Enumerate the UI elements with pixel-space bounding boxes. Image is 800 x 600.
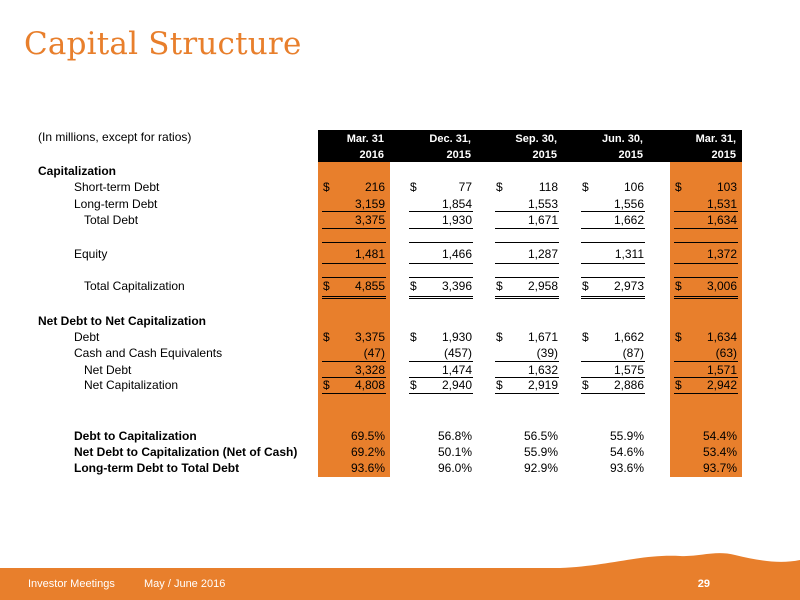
underline-rule — [495, 393, 559, 394]
underline-rule — [495, 296, 559, 297]
table-cell: $ 1,930 — [410, 330, 472, 344]
row-label: Cash and Cash Equivalents — [74, 346, 223, 360]
table-cell: $ 1,634 — [675, 330, 737, 344]
footer-date: May / June 2016 — [144, 578, 226, 590]
double-underline-rule — [322, 298, 386, 299]
table-cell: 96.0% — [437, 461, 472, 475]
row-label: Total Capitalization — [84, 279, 185, 293]
table-cell: 50.1% — [437, 445, 472, 459]
footer-event: Investor Meetings — [28, 578, 115, 590]
table-cell: 1,671 — [527, 213, 558, 227]
underline-rule — [581, 393, 645, 394]
underline-rule — [674, 277, 738, 278]
section-capitalization: Capitalization — [38, 164, 117, 178]
table-cell: 54.6% — [609, 445, 644, 459]
row-label: Long-term Debt to Total Debt — [74, 461, 240, 475]
underline-rule — [674, 228, 738, 229]
table-cell: $ 2,958 — [496, 279, 558, 293]
table-cell: 55.9% — [523, 445, 558, 459]
row-label: Equity — [74, 247, 108, 261]
underline-rule — [409, 377, 473, 378]
underline-rule — [409, 393, 473, 394]
footer-band — [0, 568, 800, 600]
underline-rule — [322, 361, 386, 362]
table-cell: 54.4% — [702, 429, 737, 443]
row-label: Debt — [74, 330, 100, 344]
table-cell: 1,854 — [441, 197, 472, 211]
table-cell: (47) — [363, 346, 385, 360]
table-cell: 69.5% — [350, 429, 385, 443]
table-cell: 1,553 — [527, 197, 558, 211]
table-cell: 1,474 — [441, 363, 472, 377]
table-cell: 1,930 — [441, 213, 472, 227]
underline-rule — [674, 361, 738, 362]
table-cell: 3,159 — [354, 197, 385, 211]
column-header: Mar. 31, 2015 — [695, 133, 736, 161]
table-cell: $ 3,375 — [323, 330, 385, 344]
units-note: (In millions, except for ratios) — [38, 130, 192, 144]
table-cell: 3,375 — [354, 213, 385, 227]
underline-rule — [495, 211, 559, 212]
table-cell: $ 1,662 — [582, 330, 644, 344]
row-label: Total Debt — [84, 213, 139, 227]
underline-rule — [674, 211, 738, 212]
underline-rule — [495, 377, 559, 378]
underline-rule — [674, 377, 738, 378]
underline-rule — [674, 393, 738, 394]
table-cell: $ 2,973 — [582, 279, 644, 293]
table-cell: $ 2,886 — [582, 378, 644, 392]
table-cell: $ 3,396 — [410, 279, 472, 293]
table-cell: $ 2,942 — [675, 378, 737, 392]
table-cell: $ 118 — [496, 180, 558, 194]
column-header: Sep. 30, 2015 — [515, 133, 557, 161]
underline-rule — [409, 242, 473, 243]
table-cell: 1,481 — [354, 247, 385, 261]
double-underline-rule — [409, 298, 473, 299]
row-label: Net Capitalization — [84, 378, 179, 392]
underline-rule — [495, 277, 559, 278]
table-cell: $ 103 — [675, 180, 737, 194]
table-cell: 1,575 — [613, 363, 644, 377]
table-cell: 56.8% — [437, 429, 472, 443]
table-cell: $ 1,671 — [496, 330, 558, 344]
column-header: Jun. 30, 2015 — [602, 133, 643, 161]
table-cell: (39) — [536, 346, 558, 360]
underline-rule — [581, 228, 645, 229]
underline-rule — [322, 211, 386, 212]
table-cell: 69.2% — [350, 445, 385, 459]
underline-rule — [409, 277, 473, 278]
underline-rule — [674, 296, 738, 297]
underline-rule — [409, 263, 473, 264]
table-cell: (87) — [622, 346, 644, 360]
column-header: Mar. 31 2016 — [346, 133, 384, 161]
underline-rule — [322, 228, 386, 229]
underline-rule — [674, 242, 738, 243]
underline-rule — [581, 277, 645, 278]
table-cell: $ 4,808 — [323, 378, 385, 392]
row-label: Long-term Debt — [74, 197, 158, 211]
table-cell: 92.9% — [523, 461, 558, 475]
table-cell: 1,634 — [706, 213, 737, 227]
table-cell: 3,328 — [354, 363, 385, 377]
underline-rule — [495, 242, 559, 243]
table-cell: 1,466 — [441, 247, 472, 261]
underline-rule — [322, 263, 386, 264]
page-number: 29 — [697, 578, 710, 590]
column-header: Dec. 31, 2015 — [429, 133, 471, 161]
table-cell: (457) — [443, 346, 472, 360]
table-cell: $ 106 — [582, 180, 644, 194]
table-cell: 1,556 — [613, 197, 644, 211]
underline-rule — [409, 211, 473, 212]
row-label: Debt to Capitalization — [74, 429, 197, 443]
table-cell: 1,632 — [527, 363, 558, 377]
underline-rule — [322, 277, 386, 278]
row-label: Short-term Debt — [74, 180, 160, 194]
underline-rule — [495, 263, 559, 264]
row-label: Net Debt to Capitalization (Net of Cash) — [74, 445, 298, 459]
table-cell: 93.7% — [702, 461, 737, 475]
underline-rule — [674, 263, 738, 264]
underline-rule — [495, 228, 559, 229]
table-cell: 93.6% — [350, 461, 385, 475]
table-cell: 93.6% — [609, 461, 644, 475]
table-cell: $ 2,919 — [496, 378, 558, 392]
table-cell: $ 216 — [323, 180, 385, 194]
underline-rule — [322, 377, 386, 378]
table-cell: 1,571 — [706, 363, 737, 377]
underline-rule — [581, 263, 645, 264]
table-cell: 56.5% — [523, 429, 558, 443]
table-cell: 1,662 — [613, 213, 644, 227]
table-cell: $ 77 — [410, 180, 472, 194]
row-label: Net Debt — [84, 363, 132, 377]
table-cell: 1,311 — [614, 247, 644, 261]
table-cell: $ 2,940 — [410, 378, 472, 392]
underline-rule — [322, 242, 386, 243]
underline-rule — [322, 296, 386, 297]
table-cell: 1,287 — [527, 247, 558, 261]
underline-rule — [409, 228, 473, 229]
section-net-debt: Net Debt to Net Capitalization — [38, 314, 207, 328]
underline-rule — [581, 242, 645, 243]
double-underline-rule — [674, 298, 738, 299]
table-cell: 1,531 — [706, 197, 737, 211]
underline-rule — [409, 361, 473, 362]
underline-rule — [409, 296, 473, 297]
underline-rule — [581, 361, 645, 362]
double-underline-rule — [495, 298, 559, 299]
underline-rule — [581, 296, 645, 297]
table-cell: $ 4,855 — [323, 279, 385, 293]
double-underline-rule — [581, 298, 645, 299]
footer-wave-decoration — [0, 546, 800, 578]
page-title: Capital Structure — [24, 26, 302, 62]
underline-rule — [322, 393, 386, 394]
table-cell: 55.9% — [609, 429, 644, 443]
underline-rule — [581, 377, 645, 378]
underline-rule — [581, 211, 645, 212]
table-cell: 1,372 — [706, 247, 737, 261]
table-cell: (63) — [715, 346, 737, 360]
table-cell: $ 3,006 — [675, 279, 737, 293]
table-cell: 53.4% — [702, 445, 737, 459]
underline-rule — [495, 361, 559, 362]
